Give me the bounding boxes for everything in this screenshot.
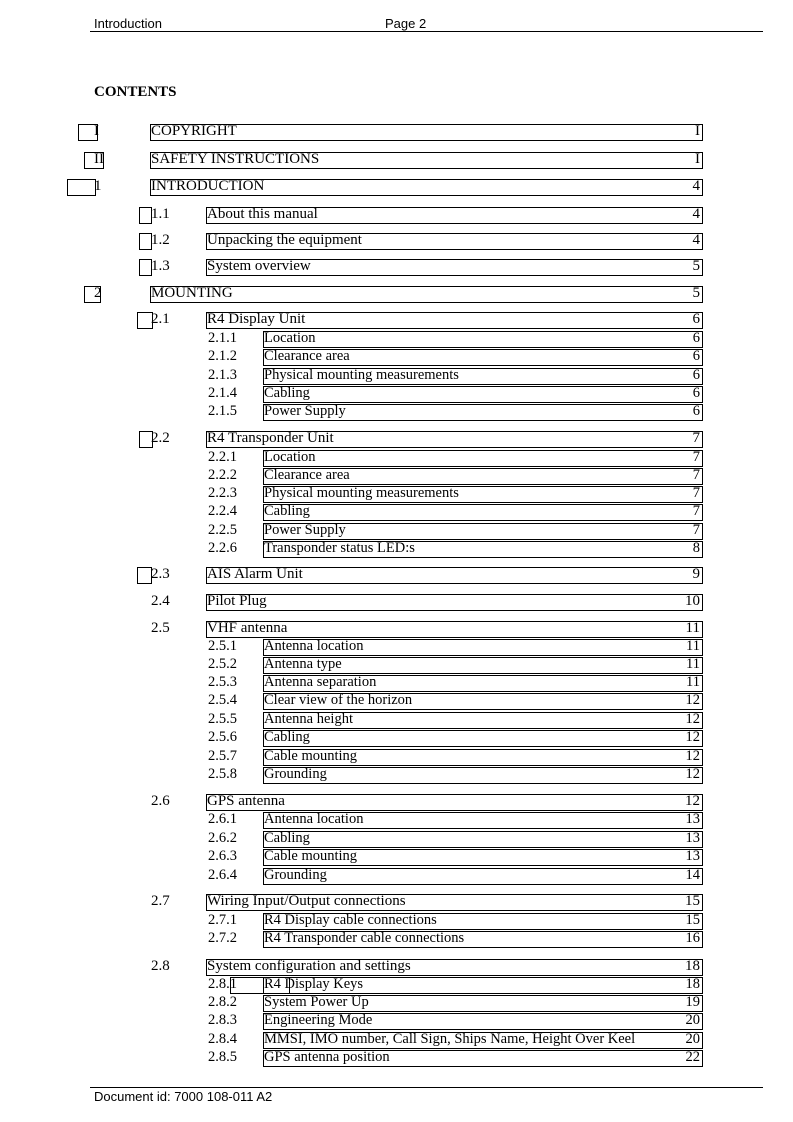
toc-entry-number: 2.7.2: [208, 930, 237, 946]
toc-entry-title-cabling: Cabling: [264, 830, 310, 846]
toc-entry-title-antenna-location: Antenna location: [264, 638, 364, 654]
toc-entry-title-location: Location: [264, 449, 316, 465]
toc-entry-page: 11: [686, 656, 700, 672]
toc-entry-page: 7: [692, 430, 700, 446]
toc-entry-number: I: [94, 123, 99, 139]
entry-bounding-box: [206, 621, 703, 638]
entry-bounding-box: [206, 959, 703, 976]
toc-entry-page: 10: [685, 593, 700, 609]
toc-entry-title-mounting: MOUNTING: [151, 285, 233, 301]
toc-entry-number: II: [94, 151, 104, 167]
toc-entry-page: 6: [692, 311, 700, 327]
number-bounding-box: [139, 259, 152, 276]
entry-bounding-box: [206, 794, 703, 811]
toc-entry-title-gps-antenna: GPS antenna: [207, 793, 285, 809]
toc-entry-number: 2.8.5: [208, 1049, 237, 1065]
toc-entry-page: 20: [685, 1031, 700, 1047]
toc-entry-page: 12: [685, 711, 700, 727]
toc-entry-title-copyright: COPYRIGHT: [151, 123, 237, 139]
toc-entry-number: 2.1.3: [208, 367, 237, 383]
toc-entry-title-vhf-antenna: VHF antenna: [207, 620, 288, 636]
toc-entry-page: 13: [685, 830, 700, 846]
entry-bounding-box: [263, 712, 703, 729]
toc-entry-number: 2.7.1: [208, 912, 237, 928]
entry-bounding-box: [263, 675, 703, 692]
toc-entry-page: 6: [692, 385, 700, 401]
toc-entry-title-antenna-type: Antenna type: [264, 656, 342, 672]
toc-entry-number: 2.5.5: [208, 711, 237, 727]
toc-entry-page: 6: [692, 367, 700, 383]
toc-entry-number: 2.1.4: [208, 385, 237, 401]
toc-entry-page: 7: [692, 467, 700, 483]
toc-entry-title-clear-view-of-the-horizon: Clear view of the horizon: [264, 692, 413, 708]
toc-entry-title-system-power-up: System Power Up: [264, 994, 369, 1010]
toc-entry-title-clearance-area: Clearance area: [264, 348, 350, 364]
toc-entry-number: 2.8.4: [208, 1031, 237, 1047]
toc-entry-title-introduction: INTRODUCTION: [151, 178, 265, 194]
toc-entry-title-engineering-mode: Engineering Mode: [264, 1012, 373, 1028]
entry-bounding-box: [263, 1032, 703, 1049]
toc-entry-title-r4-display-keys: R4 Display Keys: [264, 976, 364, 992]
toc-entry-number: 1.3: [151, 258, 170, 274]
entry-bounding-box: [263, 386, 703, 403]
toc-entry-title-clearance-area: Clearance area: [264, 467, 350, 483]
toc-entry-title-mmsi-imo-number-call-sign-ships-name-height-over-keel: MMSI, IMO number, Call Sign, Ships Name, Height Over Keel: [264, 1031, 636, 1047]
toc-entry-number: 2.5.2: [208, 656, 237, 672]
toc-entry-title-about-this-manual: About this manual: [207, 206, 318, 222]
toc-entry-title-pilot-plug: Pilot Plug: [207, 593, 267, 609]
entry-bounding-box: [150, 124, 703, 141]
toc-entry-page: 5: [692, 285, 700, 301]
number-bounding-box: [84, 286, 101, 303]
toc-entry-title-r4-display-cable-connections: R4 Display cable connections: [264, 912, 437, 928]
toc-entry-title-ais-alarm-unit: AIS Alarm Unit: [207, 566, 303, 582]
toc-entry-title-cabling: Cabling: [264, 503, 310, 519]
toc-entry-number: 2.2.1: [208, 449, 237, 465]
toc-entry-number: 2.7: [151, 893, 170, 909]
toc-entry-title-transponder-status-led-s: Transponder status LED:s: [264, 540, 415, 556]
entry-bounding-box: [206, 207, 703, 224]
entry-bounding-box: [263, 831, 703, 848]
toc-entry-number: 2.5.4: [208, 692, 237, 708]
header-section: Introduction: [94, 16, 162, 31]
entry-bounding-box: [263, 504, 703, 521]
toc-entry-page: 15: [685, 893, 700, 909]
toc-entry-number: 2.2.5: [208, 522, 237, 538]
toc-entry-page: 19: [685, 994, 700, 1010]
toc-entry-page: 14: [685, 867, 700, 883]
toc-entry-page: 18: [685, 976, 700, 992]
toc-entry-page: 6: [692, 330, 700, 346]
toc-entry-page: 7: [692, 485, 700, 501]
toc-entry-number: 2.2: [151, 430, 170, 446]
toc-entry-number: 2.5.1: [208, 638, 237, 654]
number-bounding-box: [137, 312, 153, 329]
toc-entry-page: 7: [692, 503, 700, 519]
entry-bounding-box: [263, 1013, 703, 1030]
number-bounding-box: [139, 431, 153, 448]
toc-entry-page: 6: [692, 403, 700, 419]
toc-entry-number: 2.4: [151, 593, 170, 609]
toc-entry-page: 8: [692, 540, 700, 556]
toc-entry-title-cabling: Cabling: [264, 385, 310, 401]
entry-bounding-box: [206, 431, 703, 448]
toc-entry-title-safety-instructions: SAFETY INSTRUCTIONS: [151, 151, 320, 167]
entry-bounding-box: [263, 868, 703, 885]
entry-bounding-box: [263, 349, 703, 366]
toc-entry-number: 2.5.6: [208, 729, 237, 745]
entry-bounding-box: [206, 312, 703, 329]
toc-entry-number: 1.2: [151, 232, 170, 248]
toc-entry-title-cable-mounting: Cable mounting: [264, 848, 358, 864]
entry-bounding-box: [206, 594, 703, 611]
toc-entry-number: 2.1.1: [208, 330, 237, 346]
toc-entry-page: I: [695, 123, 700, 139]
entry-bounding-box: [263, 1050, 703, 1067]
footer-rule: [90, 1087, 763, 1088]
toc-entry-title-antenna-location: Antenna location: [264, 811, 364, 827]
toc-entry-title-physical-mounting-measurements: Physical mounting measurements: [264, 485, 459, 501]
entry-bounding-box: [263, 977, 703, 994]
toc-entry-number: 2.5: [151, 620, 170, 636]
toc-entry-page: 12: [685, 729, 700, 745]
toc-entry-title-physical-mounting-measurements: Physical mounting measurements: [264, 367, 459, 383]
toc-entry-number: 2.1.5: [208, 403, 237, 419]
entry-bounding-box: [263, 849, 703, 866]
toc-entry-title-cabling: Cabling: [264, 729, 310, 745]
toc-entry-page: 4: [692, 206, 700, 222]
number-bounding-box: [137, 567, 152, 584]
entry-bounding-box: [263, 693, 703, 710]
toc-entry-page: I: [695, 151, 700, 167]
entry-bounding-box: [206, 259, 703, 276]
toc-entry-number: 2.3: [151, 566, 170, 582]
toc-entry-page: 13: [685, 848, 700, 864]
toc-entry-page: 22: [685, 1049, 700, 1065]
number-bounding-box: [78, 124, 98, 141]
entry-bounding-box: [263, 749, 703, 766]
entry-bounding-box: [206, 894, 703, 911]
toc-entry-page: 12: [685, 692, 700, 708]
toc-entry-page: 18: [685, 958, 700, 974]
toc-entry-title-power-supply: Power Supply: [264, 522, 346, 538]
header-rule: [90, 31, 763, 32]
toc-entry-page: 13: [685, 811, 700, 827]
entry-bounding-box: [263, 657, 703, 674]
header-page-number: Page 2: [385, 16, 427, 31]
toc-entry-page: 15: [685, 912, 700, 928]
entry-bounding-box: [150, 286, 703, 303]
toc-entry-number: 2.6.3: [208, 848, 237, 864]
toc-entry-number: 2.8: [151, 958, 170, 974]
toc-entry-number: 1: [94, 178, 102, 194]
entry-bounding-box: [263, 931, 703, 948]
toc-entry-page: 11: [686, 638, 700, 654]
entry-bounding-box: [206, 567, 703, 584]
toc-entry-title-wiring-input-output-connections: Wiring Input/Output connections: [207, 893, 406, 909]
number-bounding-box: [67, 179, 96, 196]
toc-entry-title-r4-transponder-cable-connections: R4 Transponder cable connections: [264, 930, 465, 946]
toc-entry-title-system-configuration-and-settings: System configuration and settings: [207, 958, 411, 974]
toc-entry-number: 2.1: [151, 311, 170, 327]
toc-entry-title-antenna-height: Antenna height: [264, 711, 353, 727]
toc-entry-page: 6: [692, 348, 700, 364]
toc-entry-number: 2.5.7: [208, 748, 237, 764]
entry-bounding-box: [263, 404, 703, 421]
footer-document-id: Document id: 7000 108-011 A2: [94, 1089, 273, 1104]
number-bounding-box: [84, 152, 104, 169]
toc-entry-number: 2.2.4: [208, 503, 237, 519]
toc-entry-page: 11: [686, 674, 700, 690]
toc-entry-number: 1.1: [151, 206, 170, 222]
toc-entry-title-grounding: Grounding: [264, 867, 327, 883]
toc-entry-page: 11: [685, 620, 700, 636]
entry-bounding-box: [150, 152, 703, 169]
entry-bounding-box: [263, 541, 703, 558]
toc-entry-number: 2: [94, 285, 102, 301]
toc-entry-page: 16: [685, 930, 700, 946]
entry-bounding-box: [150, 179, 703, 196]
toc-entry-number: 2.2.6: [208, 540, 237, 556]
toc-entry-title-r4-display-unit: R4 Display Unit: [207, 311, 306, 327]
entry-bounding-box: [263, 730, 703, 747]
toc-entry-number: 2.5.3: [208, 674, 237, 690]
toc-entry-title-power-supply: Power Supply: [264, 403, 346, 419]
toc-entry-page: 7: [692, 449, 700, 465]
entry-bounding-box: [263, 767, 703, 784]
entry-bounding-box: [263, 639, 703, 656]
toc-entry-number: 2.8.1: [208, 976, 237, 992]
toc-entry-number: 2.5.8: [208, 766, 237, 782]
toc-entry-title-grounding: Grounding: [264, 766, 327, 782]
toc-entry-page: 12: [685, 748, 700, 764]
number-bounding-box: [230, 977, 290, 994]
toc-entry-page: 20: [685, 1012, 700, 1028]
toc-entry-title-antenna-separation: Antenna separation: [264, 674, 377, 690]
entry-bounding-box: [263, 368, 703, 385]
toc-entry-number: 2.6: [151, 793, 170, 809]
toc-entry-title-location: Location: [264, 330, 316, 346]
toc-entry-title-unpacking-the-equipment: Unpacking the equipment: [207, 232, 362, 248]
toc-entry-title-cable-mounting: Cable mounting: [264, 748, 358, 764]
toc-entry-title-system-overview: System overview: [207, 258, 311, 274]
toc-entry-title-gps-antenna-position: GPS antenna position: [264, 1049, 390, 1065]
entry-bounding-box: [263, 331, 703, 348]
entry-bounding-box: [263, 913, 703, 930]
entry-bounding-box: [263, 995, 703, 1012]
toc-entry-page: 12: [685, 766, 700, 782]
number-bounding-box: [139, 207, 152, 224]
entry-bounding-box: [263, 486, 703, 503]
entry-bounding-box: [263, 523, 703, 540]
toc-entry-number: 2.8.3: [208, 1012, 237, 1028]
entry-bounding-box: [263, 450, 703, 467]
toc-entry-page: 7: [692, 522, 700, 538]
toc-entry-number: 2.2.2: [208, 467, 237, 483]
toc-entry-page: 12: [685, 793, 700, 809]
toc-entry-number: 2.2.3: [208, 485, 237, 501]
toc-entry-page: 4: [692, 232, 700, 248]
number-bounding-box: [139, 233, 152, 250]
toc-entry-number: 2.6.4: [208, 867, 237, 883]
toc-entry-page: 4: [692, 178, 700, 194]
entry-bounding-box: [263, 812, 703, 829]
contents-title: CONTENTS: [94, 84, 177, 100]
toc-entry-number: 2.6.2: [208, 830, 237, 846]
toc-entry-page: 5: [692, 258, 700, 274]
toc-entry-page: 9: [692, 566, 700, 582]
toc-entry-title-r4-transponder-unit: R4 Transponder Unit: [207, 430, 334, 446]
entry-bounding-box: [206, 233, 703, 250]
entry-bounding-box: [263, 468, 703, 485]
toc-entry-number: 2.8.2: [208, 994, 237, 1010]
toc-entry-number: 2.1.2: [208, 348, 237, 364]
toc-entry-number: 2.6.1: [208, 811, 237, 827]
